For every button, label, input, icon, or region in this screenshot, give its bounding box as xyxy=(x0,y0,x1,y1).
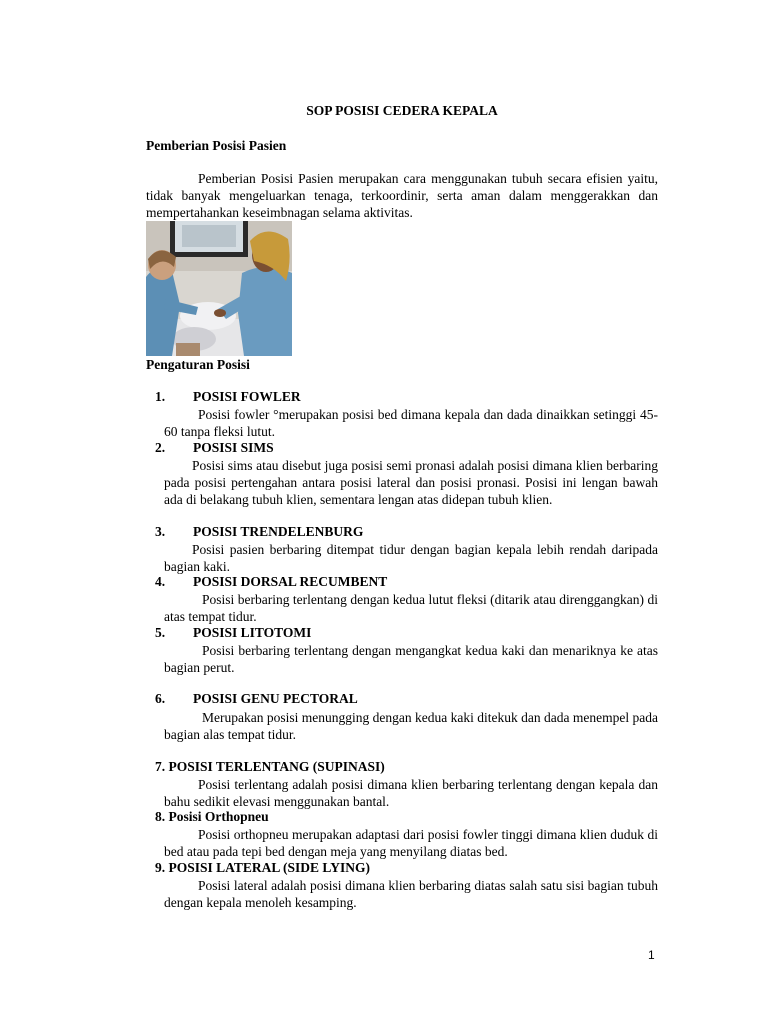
item-text-sims: Posisi sims atau disebut juga posisi semi pronasi adalah posisi dimana klien berbaring pada posisi pertengahan antara posisi lateral dan posisi pronasi. Posisi ini lengan bawah ada di belakang tubuh klien, sementara lengan atas didepan tubuh klien. xyxy=(164,458,658,507)
page-number: 1 xyxy=(648,948,655,962)
item-text-fowler: Posisi fowler °merupakan posisi bed dimana kepala dan dada dinaikkan setinggi 45-60 tanpa fleksi lutut. xyxy=(164,407,658,439)
nurses-patient-photo xyxy=(146,221,292,356)
item-text-dorsal-recumbent: Posisi berbaring terlentang dengan kedua lutut fleksi (ditarik atau direnggangkan) di atas tempat tidur. xyxy=(164,592,658,624)
item-text-genu-pectoral: Merupakan posisi menungging dengan kedua kaki ditekuk dan dada menempel pada bagian alas tempat tidur. xyxy=(164,710,658,742)
item-text-orthopneu: Posisi orthopneu merupakan adaptasi dari posisi fowler tinggi dimana klien duduk di bed atau pada tepi bed dengan meja yang menyilang diatas bed. xyxy=(164,827,658,859)
item-text-litotomi: Posisi berbaring terlentang dengan mengangkat kedua kaki dan menariknya ke atas bagian perut. xyxy=(164,643,658,675)
section-heading-pengaturan: Pengaturan Posisi xyxy=(146,357,250,372)
item-heading-orthopneu: 8. Posisi Orthopneu xyxy=(155,809,269,824)
item-heading-terlentang: 7. POSISI TERLENTANG (SUPINASI) xyxy=(155,759,385,774)
item-text-trendelenburg: Posisi pasien berbaring ditempat tidur dengan bagian kepala lebih rendah daripada bagian kaki. xyxy=(164,542,658,574)
item-text-terlentang: Posisi terlentang adalah posisi dimana klien berbaring terlentang dengan kepala dan bahu sedikit elevasi menggunakan bantal. xyxy=(164,777,658,809)
section-heading-pemberian: Pemberian Posisi Pasien xyxy=(146,138,287,153)
item-heading-lateral: 9. POSISI LATERAL (SIDE LYING) xyxy=(155,860,370,875)
document-title: SOP POSISI CEDERA KEPALA xyxy=(306,103,498,118)
item-text-lateral: Posisi lateral adalah posisi dimana klien berbaring diatas salah satu sisi bagian tubuh dengan kepala menoleh kesamping. xyxy=(164,878,658,910)
intro-paragraph: Pemberian Posisi Pasien merupakan cara menggunakan tubuh secara efisien yaitu, tidak banyak mengeluarkan tenaga, terkoordinir, serta aman dalam menggerakkan dan mempertahankan keseimbnagan selama aktivitas. xyxy=(146,171,658,220)
document-page: SOP POSISI CEDERA KEPALA Pemberian Posisi Pasien Pemberian Posisi Pasien merupakan cara menggunakan tubuh secara efisien yaitu, tidak banyak mengeluarkan tenaga, terkoordinir, serta aman dalam menggerakkan dan mempertahankan keseimbnagan selama aktivitas. Pengaturan Posisi 1. POSISI FOWLER Posisi fowler °merupakan posisi bed dimana kepala dan dada dinaikkan setinggi 45-60 tanpa fleksi lutut. 2. POSISI SIMS Posisi sims atau disebut juga posisi semi pronasi adalah posisi dimana klien berbaring pada posisi pertengahan antara posisi lateral dan posisi pronasi. Posisi ini lengan bawah ada di belakang tubuh klien, sementara lengan atas didepan tubuh klien. 3. POSISI TRENDELENBURG Posisi pasien berbaring ditempat tidur dengan bagian kepala lebih rendah daripada bagian kaki. 4. POSISI DORSAL RECUMBENT Posisi berbaring terlentang dengan kedua lutut fleksi (ditarik atau direnggangkan) di atas tempat tidur. 5. POSISI LITOTOMI Posisi berbaring terlentang dengan mengangkat kedua kaki dan menariknya ke atas bagian perut. 6. POSISI GENU PECTORAL Merupakan posisi menungging dengan kedua kaki ditekuk dan dada menempel pada bagian alas tempat tidur. 7. POSISI TERLENTANG (SUPINASI) Posisi terlentang adalah posisi dimana klien berbaring terlentang dengan kepala dan bahu sedikit elevasi menggunakan bantal. 8. Posisi Orthopneu Posisi orthopneu merupakan adaptasi dari posisi fowler tinggi dimana klien duduk di bed atau pada tepi bed dengan meja yang menyilang diatas bed. 9. POSISI LATERAL (SIDE LYING) Posisi lateral adalah posisi dimana klien berbaring diatas salah satu sisi bagian tubuh dengan kepala menoleh kesamping. 1 xyxy=(146,103,658,962)
